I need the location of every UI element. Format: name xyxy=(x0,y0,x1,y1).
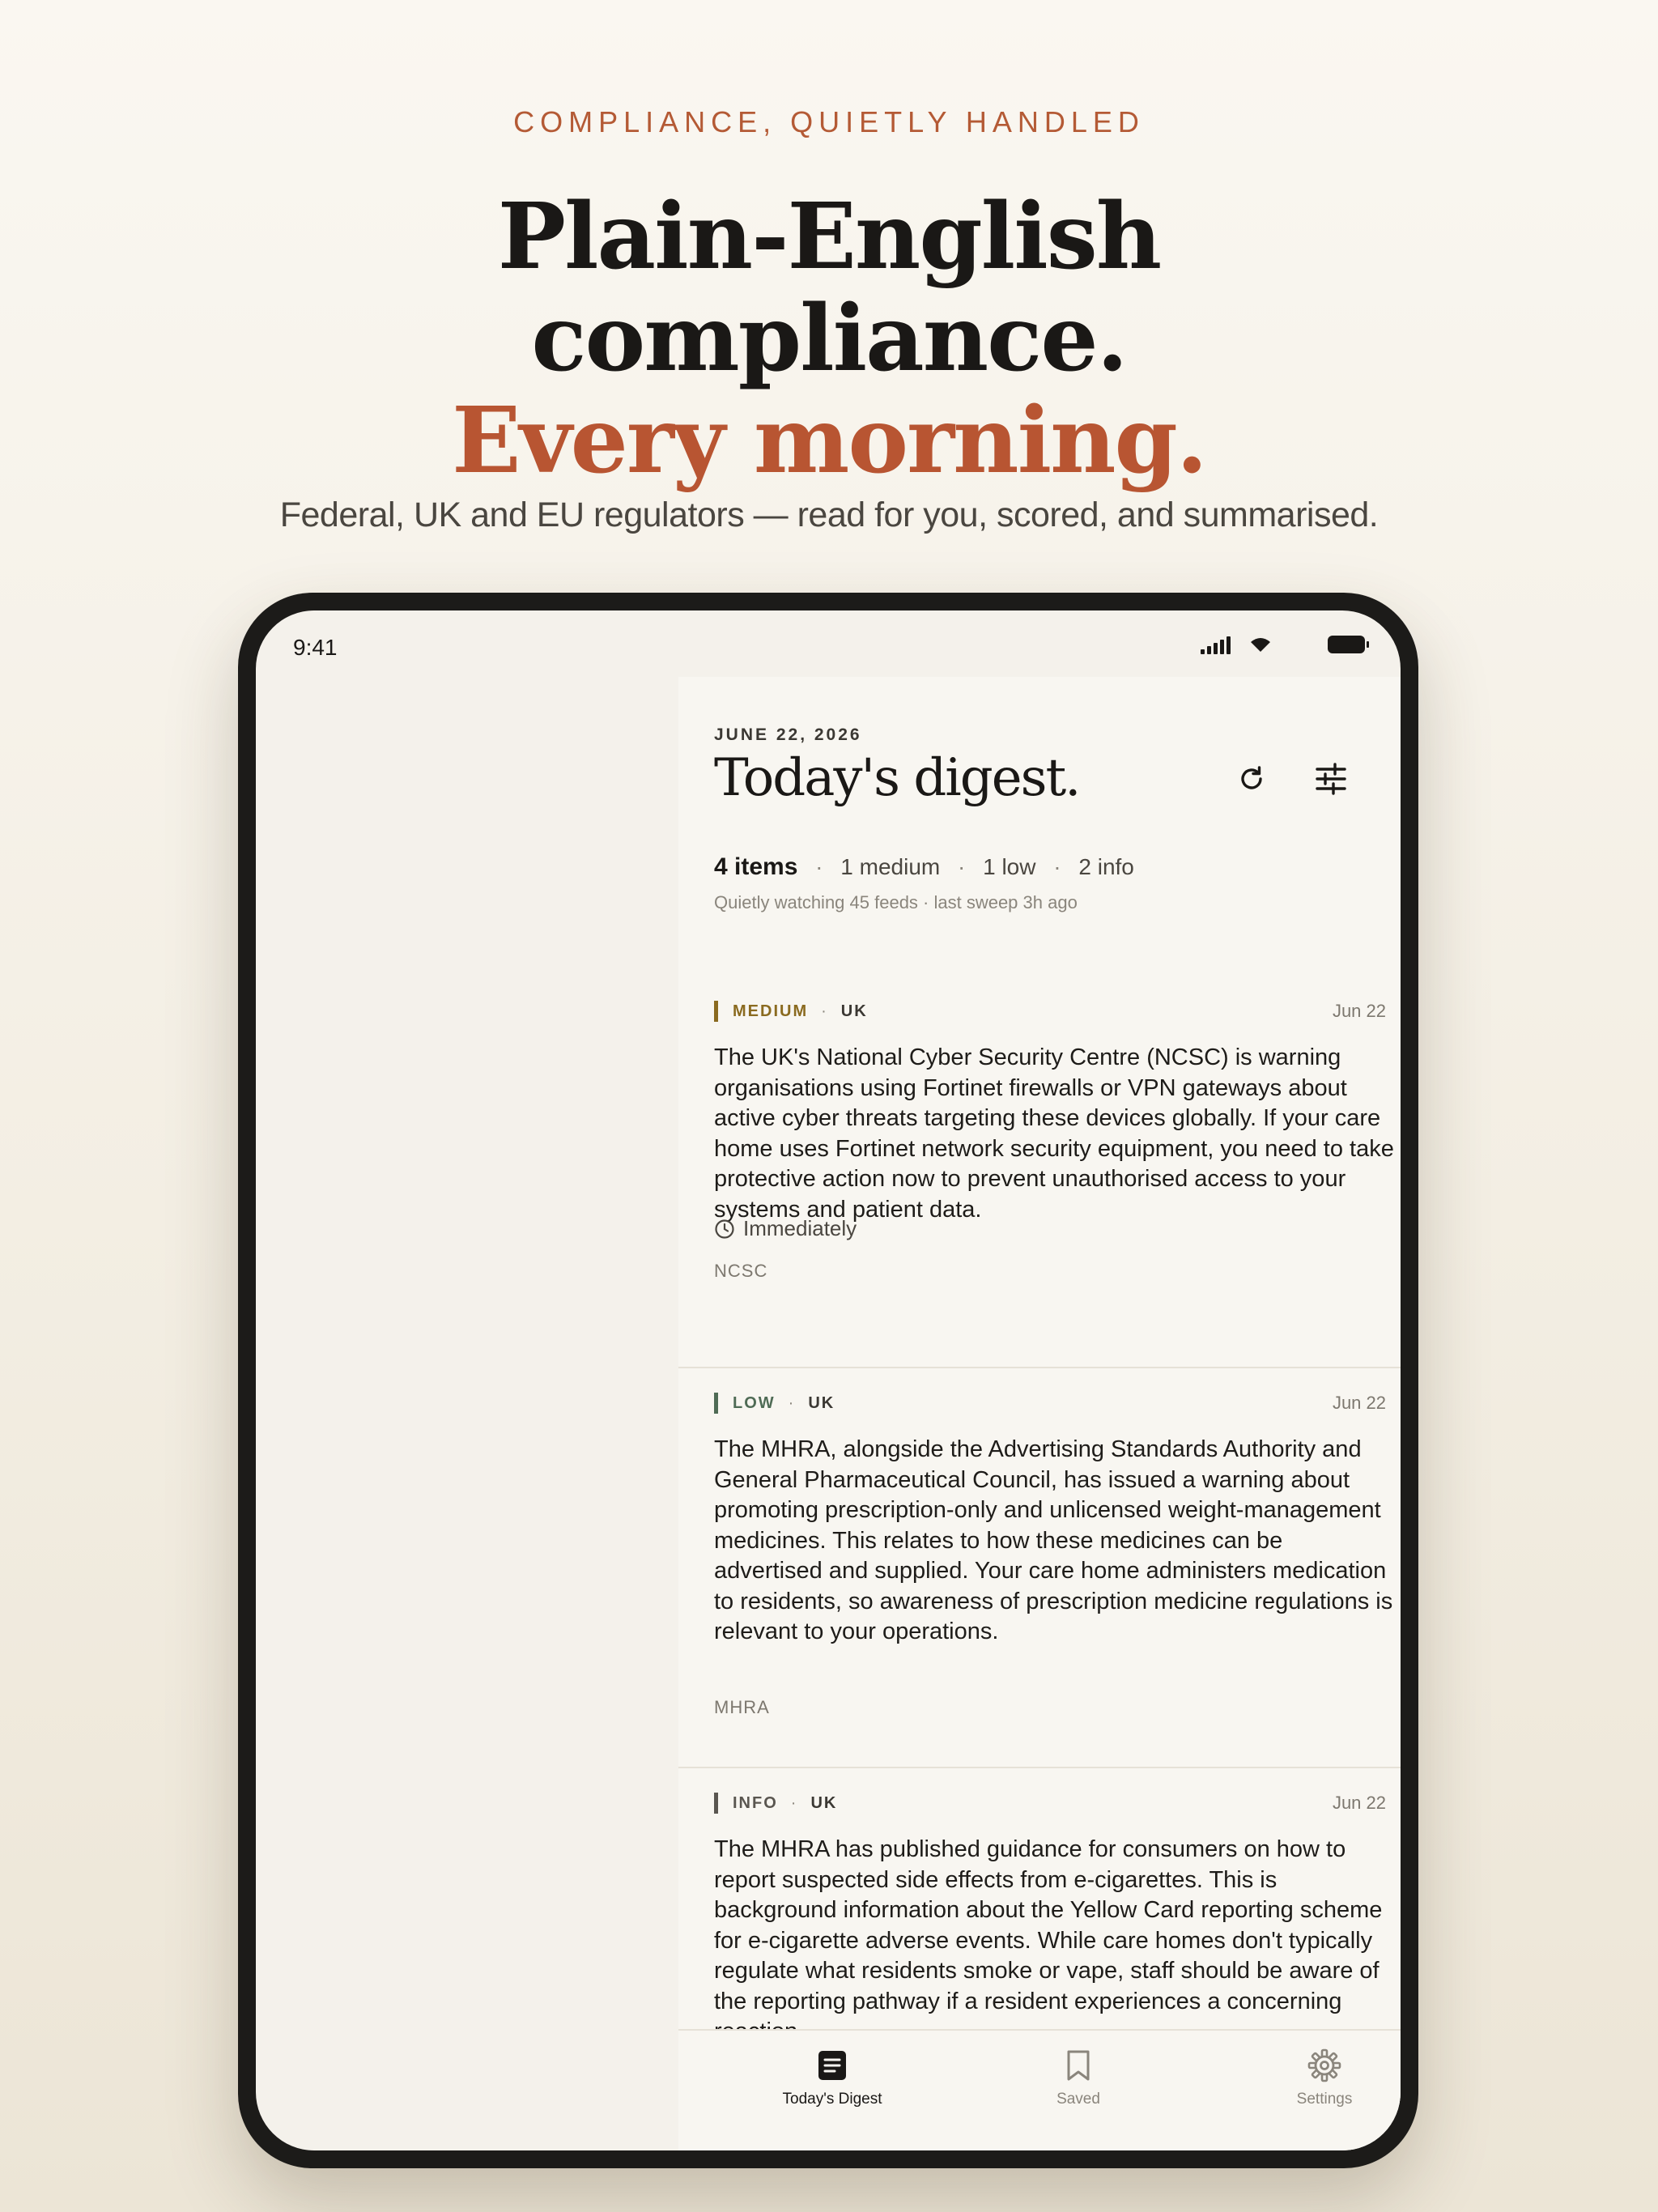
hero-subhead: Federal, UK and EU regulators — read for you, scored, and summarised. xyxy=(279,496,1379,534)
item-summary: The MHRA has published guidance for consumers on how to report suspected side effects from e-cigarettes. This is background information about the Yellow Card reporting scheme for e-cigarette adverse events. While care homes don't typically regulate what residents smoke or vape, staff should be aware of the reporting pathway if a resident experiences a concerning xyxy=(714,1836,1383,2014)
severity-badge: LOW xyxy=(733,1393,776,1412)
item-date: Jun 22 xyxy=(1332,1001,1386,1021)
severity-marker xyxy=(714,1393,718,1414)
battery-icon xyxy=(1328,636,1365,653)
separator-dot: · xyxy=(1053,854,1061,879)
digest-item[interactable] xyxy=(678,1367,1401,1768)
hero-headline xyxy=(0,186,1658,492)
tab-saved[interactable] xyxy=(997,2045,1159,2108)
status-time: 9:41 xyxy=(293,635,338,660)
clock-icon xyxy=(714,1219,735,1240)
digest-counts xyxy=(714,853,1134,881)
wifi-icon xyxy=(1248,636,1273,653)
item-source: NCSC xyxy=(714,1261,768,1281)
count-medium: 1 medium xyxy=(840,854,941,879)
severity-marker xyxy=(714,1793,718,1814)
status-icons xyxy=(1201,635,1365,654)
severity-marker xyxy=(714,1001,718,1022)
sliders-icon xyxy=(1314,762,1348,796)
count-low: 1 low xyxy=(983,854,1036,879)
item-summary: The UK's National Cyber Security Centre (NCSC) is warning organisations using Fortinet firewalls or VPN gateways about active cyber threats targeting these devices globally. If your care home uses Fortinet network security equipment, you need to take protective action now to prevent unauthorised access to your systems and patient data. xyxy=(714,1044,1394,1223)
item-meta xyxy=(714,1393,835,1414)
headline-accent: Every morning. xyxy=(452,388,1206,494)
headline-line-2: compliance. xyxy=(531,286,1127,392)
region-tag: UK xyxy=(808,1393,835,1412)
tab-label: Saved xyxy=(1056,2091,1100,2108)
filter-button[interactable] xyxy=(1308,756,1354,802)
item-deadline xyxy=(714,1216,857,1241)
region-tag: UK xyxy=(840,1002,868,1020)
refresh-icon xyxy=(1235,763,1268,795)
tab-label: Today's Digest xyxy=(782,2091,882,2108)
refresh-button[interactable] xyxy=(1229,756,1274,802)
deadline-label: Immediately xyxy=(743,1216,857,1240)
severity-badge: MEDIUM xyxy=(733,1002,809,1020)
tab-icon-wrap xyxy=(997,2045,1159,2086)
digest-icon xyxy=(817,2049,848,2082)
separator-dot: · xyxy=(821,1002,828,1020)
separator-dot: · xyxy=(958,854,966,879)
digest-item[interactable] xyxy=(678,975,1401,1368)
digest-panel xyxy=(678,677,1401,2150)
separator-dot: · xyxy=(815,854,823,879)
severity-badge: INFO xyxy=(733,1793,778,1812)
item-source: MHRA xyxy=(714,1697,770,1717)
page-title: Today's digest. xyxy=(714,748,1080,808)
tab-bar xyxy=(678,2029,1401,2150)
tab-icon-wrap xyxy=(1244,2045,1401,2086)
hero-eyebrow: COMPLIANCE, QUIETLY HANDLED xyxy=(513,105,1145,138)
region-tag: UK xyxy=(810,1793,838,1812)
tab-icon-wrap xyxy=(751,2045,913,2086)
item-meta xyxy=(714,1001,868,1022)
tablet-frame xyxy=(238,593,1418,2168)
status-bar xyxy=(256,610,1401,675)
tab-label: Settings xyxy=(1296,2091,1353,2108)
gear-icon xyxy=(1307,2048,1341,2082)
count-info: 2 info xyxy=(1078,854,1134,879)
tab-settings[interactable] xyxy=(1244,2045,1401,2108)
feeds-status: Quietly watching 45 feeds · last sweep 3h ago xyxy=(714,892,1078,912)
tab-today-s-digest[interactable] xyxy=(751,2045,913,2108)
item-date: Jun 22 xyxy=(1332,1793,1386,1813)
separator-dot: · xyxy=(790,1793,798,1812)
digest-date: JUNE 22, 2026 xyxy=(714,725,862,744)
bookmark-icon xyxy=(1065,2048,1092,2082)
headline-line-1: Plain-English xyxy=(497,184,1161,290)
signal-icon xyxy=(1201,635,1231,654)
item-summary: The MHRA, alongside the Advertising Standards Authority and General Pharmaceutical Council, has issued a warning about promoting prescription-only and unlicensed weight-management medicines. This relates to how these medicines can be advertised and supplied. Your care home administers medication to residents, so awareness of prescription medicine regulations is relevant to your operations. xyxy=(714,1436,1393,1644)
item-meta xyxy=(714,1793,837,1814)
separator-dot: · xyxy=(788,1393,796,1412)
tablet-screen xyxy=(256,610,1401,2150)
item-date: Jun 22 xyxy=(1332,1393,1386,1413)
items-total: 4 items xyxy=(714,853,798,880)
